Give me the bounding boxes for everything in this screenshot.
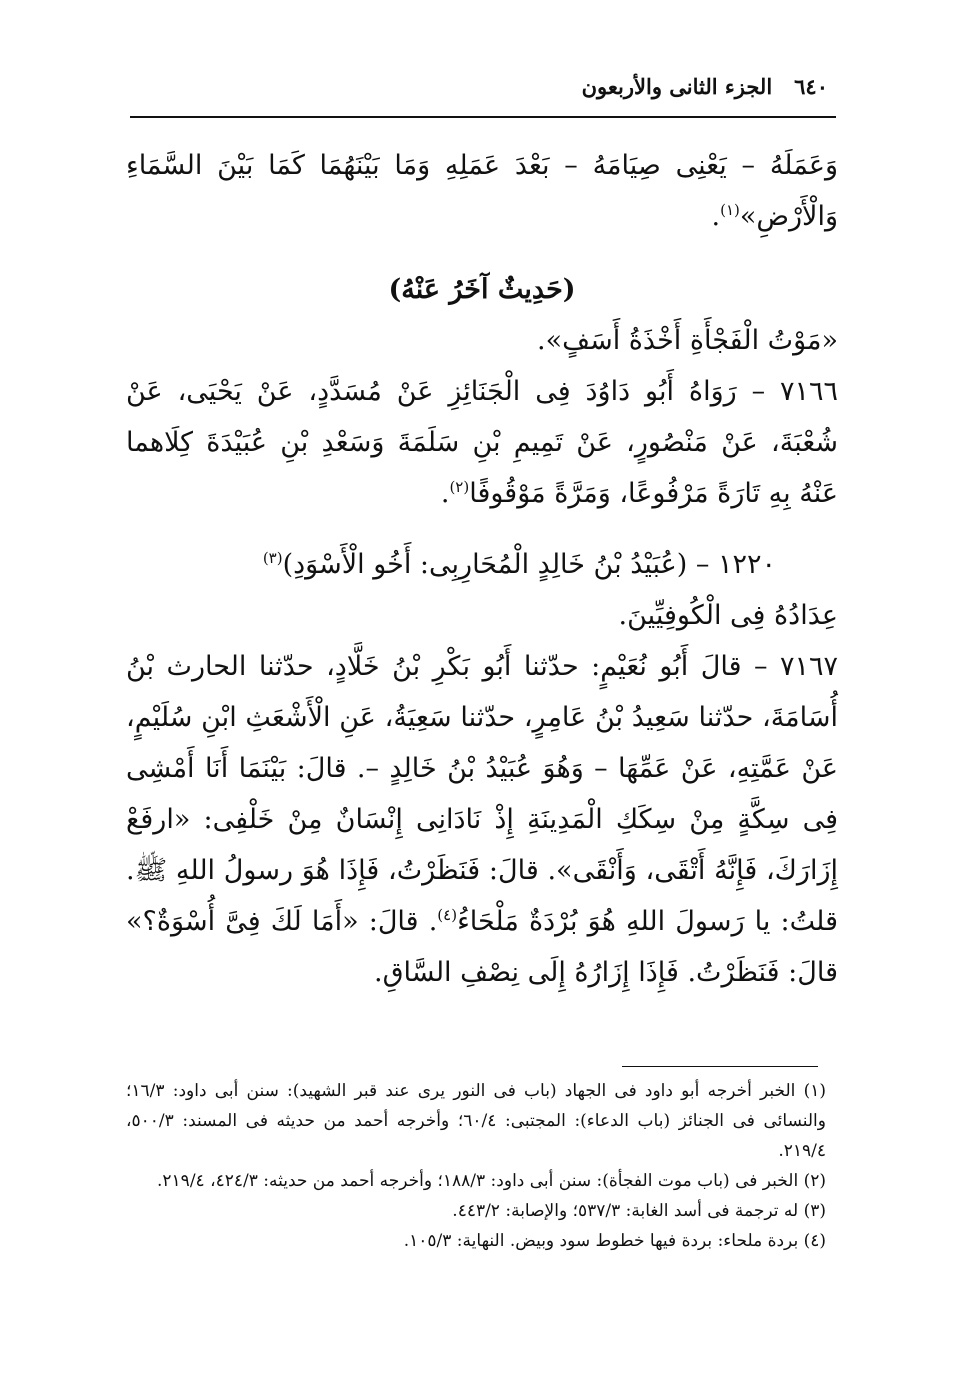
footnotes — [126, 1076, 826, 1256]
hadith-text: «مَوْتُ الْفَجْأَةِ أَخْذَةُ أَسَفٍ». — [537, 325, 838, 356]
paragraph-7167-end: . قالَ: «أَمَا لَكَ فِىَّ أُسْوَةٌ؟» قالَ: فَنَظَرْتُ. فَإِذَا إِزَارُهُ إِلَى نِصْفِ السَّاقِ. — [126, 906, 838, 988]
page-number: ٦٤٠ — [794, 73, 828, 99]
part-title: الجزء الثانى والأربعون — [581, 73, 773, 99]
intro-end: . — [711, 201, 721, 232]
intro-text: وَعَمَلَهُ – يَعْنِى صِيَامَهُ – بَعْدَ عَمَلِهِ وَمَا بَيْنَهُمَا كَمَا بَيْنَ السَّمَاءِ وَالْأَرْضِ» — [126, 150, 838, 232]
footnote-1: (١) الخبر أخرجه أبو داود فى الجهاد (باب فى النور يرى عند قبر الشهيد): سنن أبى داود: ١٦/٣؛ والنسائى فى الجنائز (باب الدعاء): المجتبى: ٦٠/٤؛ وأخرجه أحمد من حديثه فى المسند: ٥٠٠/٣، ٢١٩/٤. — [126, 1081, 826, 1161]
paragraph-intro — [126, 140, 838, 242]
footnote-ref-3: (٣) — [262, 549, 283, 567]
biography-title: ١٢٢٠ – (عُبَيْدُ بْنُ خَالِدٍ الْمُحَارِبِى: أَخُو الْأَسْوَدِ) — [282, 549, 776, 580]
paragraph-7166-end: . — [440, 478, 450, 509]
footnote-3: (٣) له ترجمة فى أسد الغابة: ٥٣٧/٣؛ والإصابة: ٤٤٣/٢. — [452, 1201, 826, 1221]
biography-heading-1220 — [126, 539, 838, 590]
footnote-ref-4: (٤) — [437, 906, 458, 924]
paragraph-7167-text: ٧١٦٧ – قالَ أَبُو نُعَيْمٍ: حدّثنا أَبُو بَكْرِ بْنُ خَلَّادٍ، حدّثنا الحارث بْنُ أُسَامَةَ، حدّثنا سَعِيدُ بْنُ عَامِرٍ، حدّثنا سَعِيَةُ، عَنِ الْأَشْعَثِ ابْنِ سُلَيْمٍ، عَنْ عَمَّتِهِ، عَنْ عَمِّهَا – وَهُوَ عُبَيْدُ بْنُ خَالِدٍ –. قالَ: بَيْنَمَا أَنَا أَمْشِى فِى سِكَّةٍ مِنْ سِكَكِ الْمَدِينَةِ إِذْ نَادَانِى إِنْسَانٌ مِنْ خَلْفِى: «ارفَعْ إِزَارَكَ، فَإِنَّهُ أَتْقَى، وَأَنْقَى». قالَ: فَنَظَرْتُ، فَإِذَا هُوَ رسولُ اللهِ ﷺ. قلتُ: يا رَسولَ اللهِ هُوَ بُرْدَةٌ مَلْحَاءُ — [126, 651, 838, 937]
running-head — [560, 66, 828, 106]
paragraph-7167 — [126, 641, 838, 998]
footnote-ref-2: (٢) — [449, 478, 470, 496]
main-text — [126, 140, 838, 998]
biography-note: عِدَادُهُ فِى الْكُوفِيِّينَ. — [618, 600, 838, 631]
footnote-rule — [622, 1066, 818, 1067]
header-rule — [130, 116, 836, 118]
paragraph-7166 — [126, 366, 838, 519]
section-heading: (حَدِيثٌ آخَرُ عَنْهُ) — [388, 274, 576, 305]
footnote-2: (٢) الخبر فى (باب موت الفجأة): سنن أبى داود: ١٨٨/٣؛ وأخرجه أحمد من حديثه: ٤٢٤/٣، ٢١٩/٤. — [157, 1171, 826, 1191]
paragraph-7166-text: ٧١٦٦ – رَوَاهُ أَبُو دَاوُدَ فِى الْجَنَائِزِ عَنْ مُسَدَّدٍ، عَنْ يَحْيَى، عَنْ شُعْبَةَ، عَنْ مَنْصُورٍ، عَنْ تَمِيمِ بْنِ سَلَمَةَ وَسَعْدِ بْنِ عُبَيْدَةَ كِلَاهما عَنْهُ بِهِ تَارَةً مَرْفُوعًا، وَمَرَّةً مَوْقُوفًا — [126, 376, 838, 509]
footnote-4: (٤) بردة ملحاء: بردة فيها خطوط سود وبيض. النهاية: ١٠٥/٣. — [403, 1231, 826, 1251]
footnote-ref-1: (١) — [720, 201, 740, 219]
